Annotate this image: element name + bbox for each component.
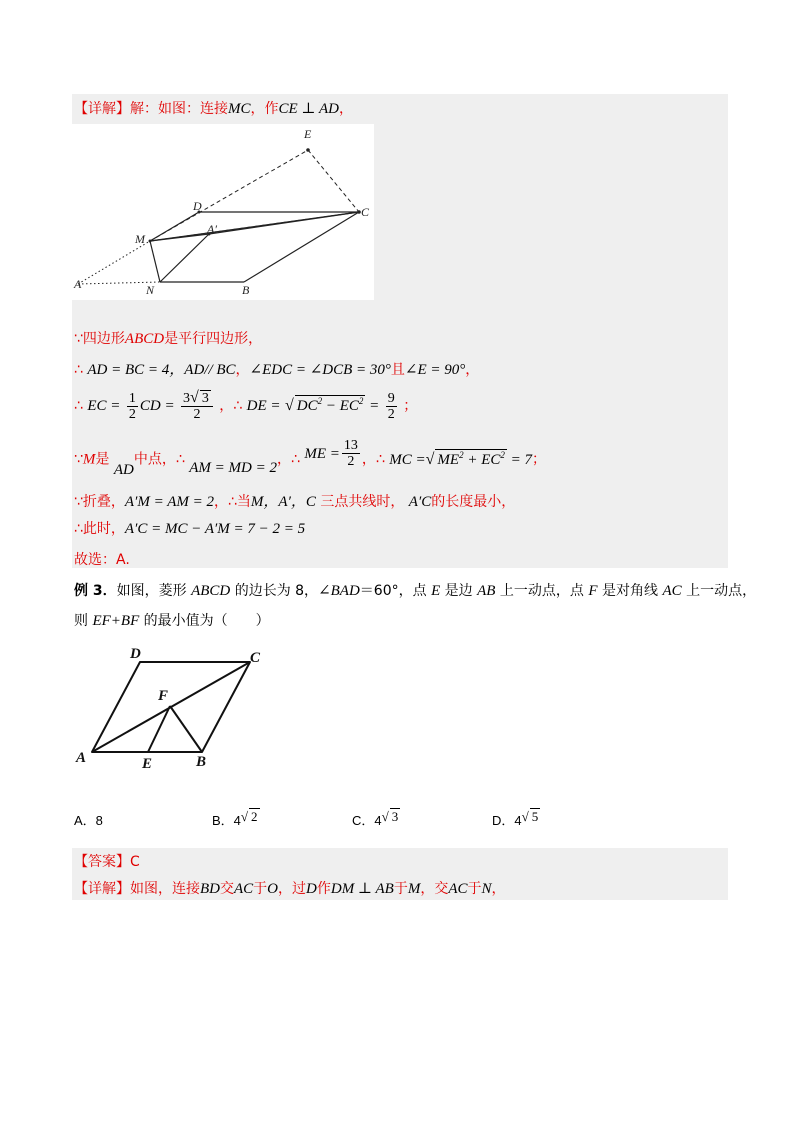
- edge-mn: [150, 241, 160, 282]
- parallelogram-figure: [72, 124, 374, 300]
- step-midpoint: ∵M是 AD中点，∴ AM = MD = 2，∴ ME = $\frac{13}{2}$ ，∴ MC =√ $ME^2 + EC^2 = 7$；: [74, 438, 547, 478]
- dotted-am: [78, 241, 150, 284]
- step-ec-de: ∴ EC = $\frac{1}{2}$ CD = $\frac{3√ 3}{2}$ ，∴ DE = √ $DC^2 - EC^2$ = $\frac{9}{2}$ ；: [74, 389, 418, 422]
- edge-bc: [244, 212, 359, 282]
- rhombus-diagram: [72, 640, 272, 776]
- rhombus-figure: [72, 640, 272, 776]
- answer-line: [74, 851, 140, 871]
- label-c: C: [361, 205, 370, 219]
- answer-value: C: [130, 854, 140, 870]
- step-lengths: ∴ AD = BC = 4，AD// BC，∠EDC = ∠DCB = 30°且∠E = 90°，: [74, 362, 480, 378]
- step-parallelogram: ∵四边形ABCD是平行四边形，: [74, 331, 263, 347]
- solution-2-intro: 【详解】如图，连接BD交AC于O，过D作DM ⊥ AB于M，交AC于N，: [74, 881, 506, 897]
- label-d2: D: [130, 646, 141, 662]
- edge-na1: [160, 234, 209, 282]
- option-d[interactable]: D．4√ 5: [492, 809, 539, 828]
- detail-tag: 【详解】: [74, 101, 130, 117]
- label-a2: A: [76, 750, 87, 766]
- step-result: ∴此时，A′C = MC − A′M = 7 − 2 = 5: [74, 521, 306, 537]
- answer-tag: 【答案】: [74, 854, 130, 870]
- option-a[interactable]: A．8: [74, 813, 103, 828]
- label-c2: C: [250, 650, 261, 666]
- option-c[interactable]: C．4√ 3: [352, 809, 399, 828]
- label-e2: E: [142, 756, 153, 772]
- label-b: B: [242, 283, 250, 297]
- step-fold: ∵折叠，A′M = AM = 2，∴当M，A′，C 三点共线时， A′C的长度最小，: [74, 494, 516, 510]
- label-n: N: [146, 283, 155, 297]
- option-b[interactable]: B．4√ 2: [212, 809, 258, 828]
- dashed-ec: [308, 150, 359, 212]
- edge-a1c: [209, 212, 359, 234]
- label-a-prime: A′: [207, 222, 217, 236]
- label-b2: B: [196, 754, 207, 770]
- example-3-question: 例 3．如图，菱形 ABCD 的边长为 8，∠BAD＝60°，点 E 是边 AB 上一动点，点 F 是对角线 AC 上一动点，: [74, 583, 757, 599]
- label-d: D: [193, 199, 202, 213]
- example-3-question-line2: 则 EF+BF 的最小值为（ ）: [74, 613, 270, 629]
- parallelogram-diagram: [72, 124, 374, 300]
- segment-fb: [170, 706, 202, 752]
- step-choice: 故选：A.: [74, 552, 130, 568]
- label-a: A: [74, 277, 82, 291]
- label-m: M: [135, 232, 145, 246]
- label-e: E: [304, 127, 312, 141]
- solution-intro: 【详解】解：如图：连接MC，作CE ⊥ AD，: [74, 101, 353, 117]
- label-f: F: [158, 688, 169, 704]
- example-label: 例 3．: [74, 583, 117, 599]
